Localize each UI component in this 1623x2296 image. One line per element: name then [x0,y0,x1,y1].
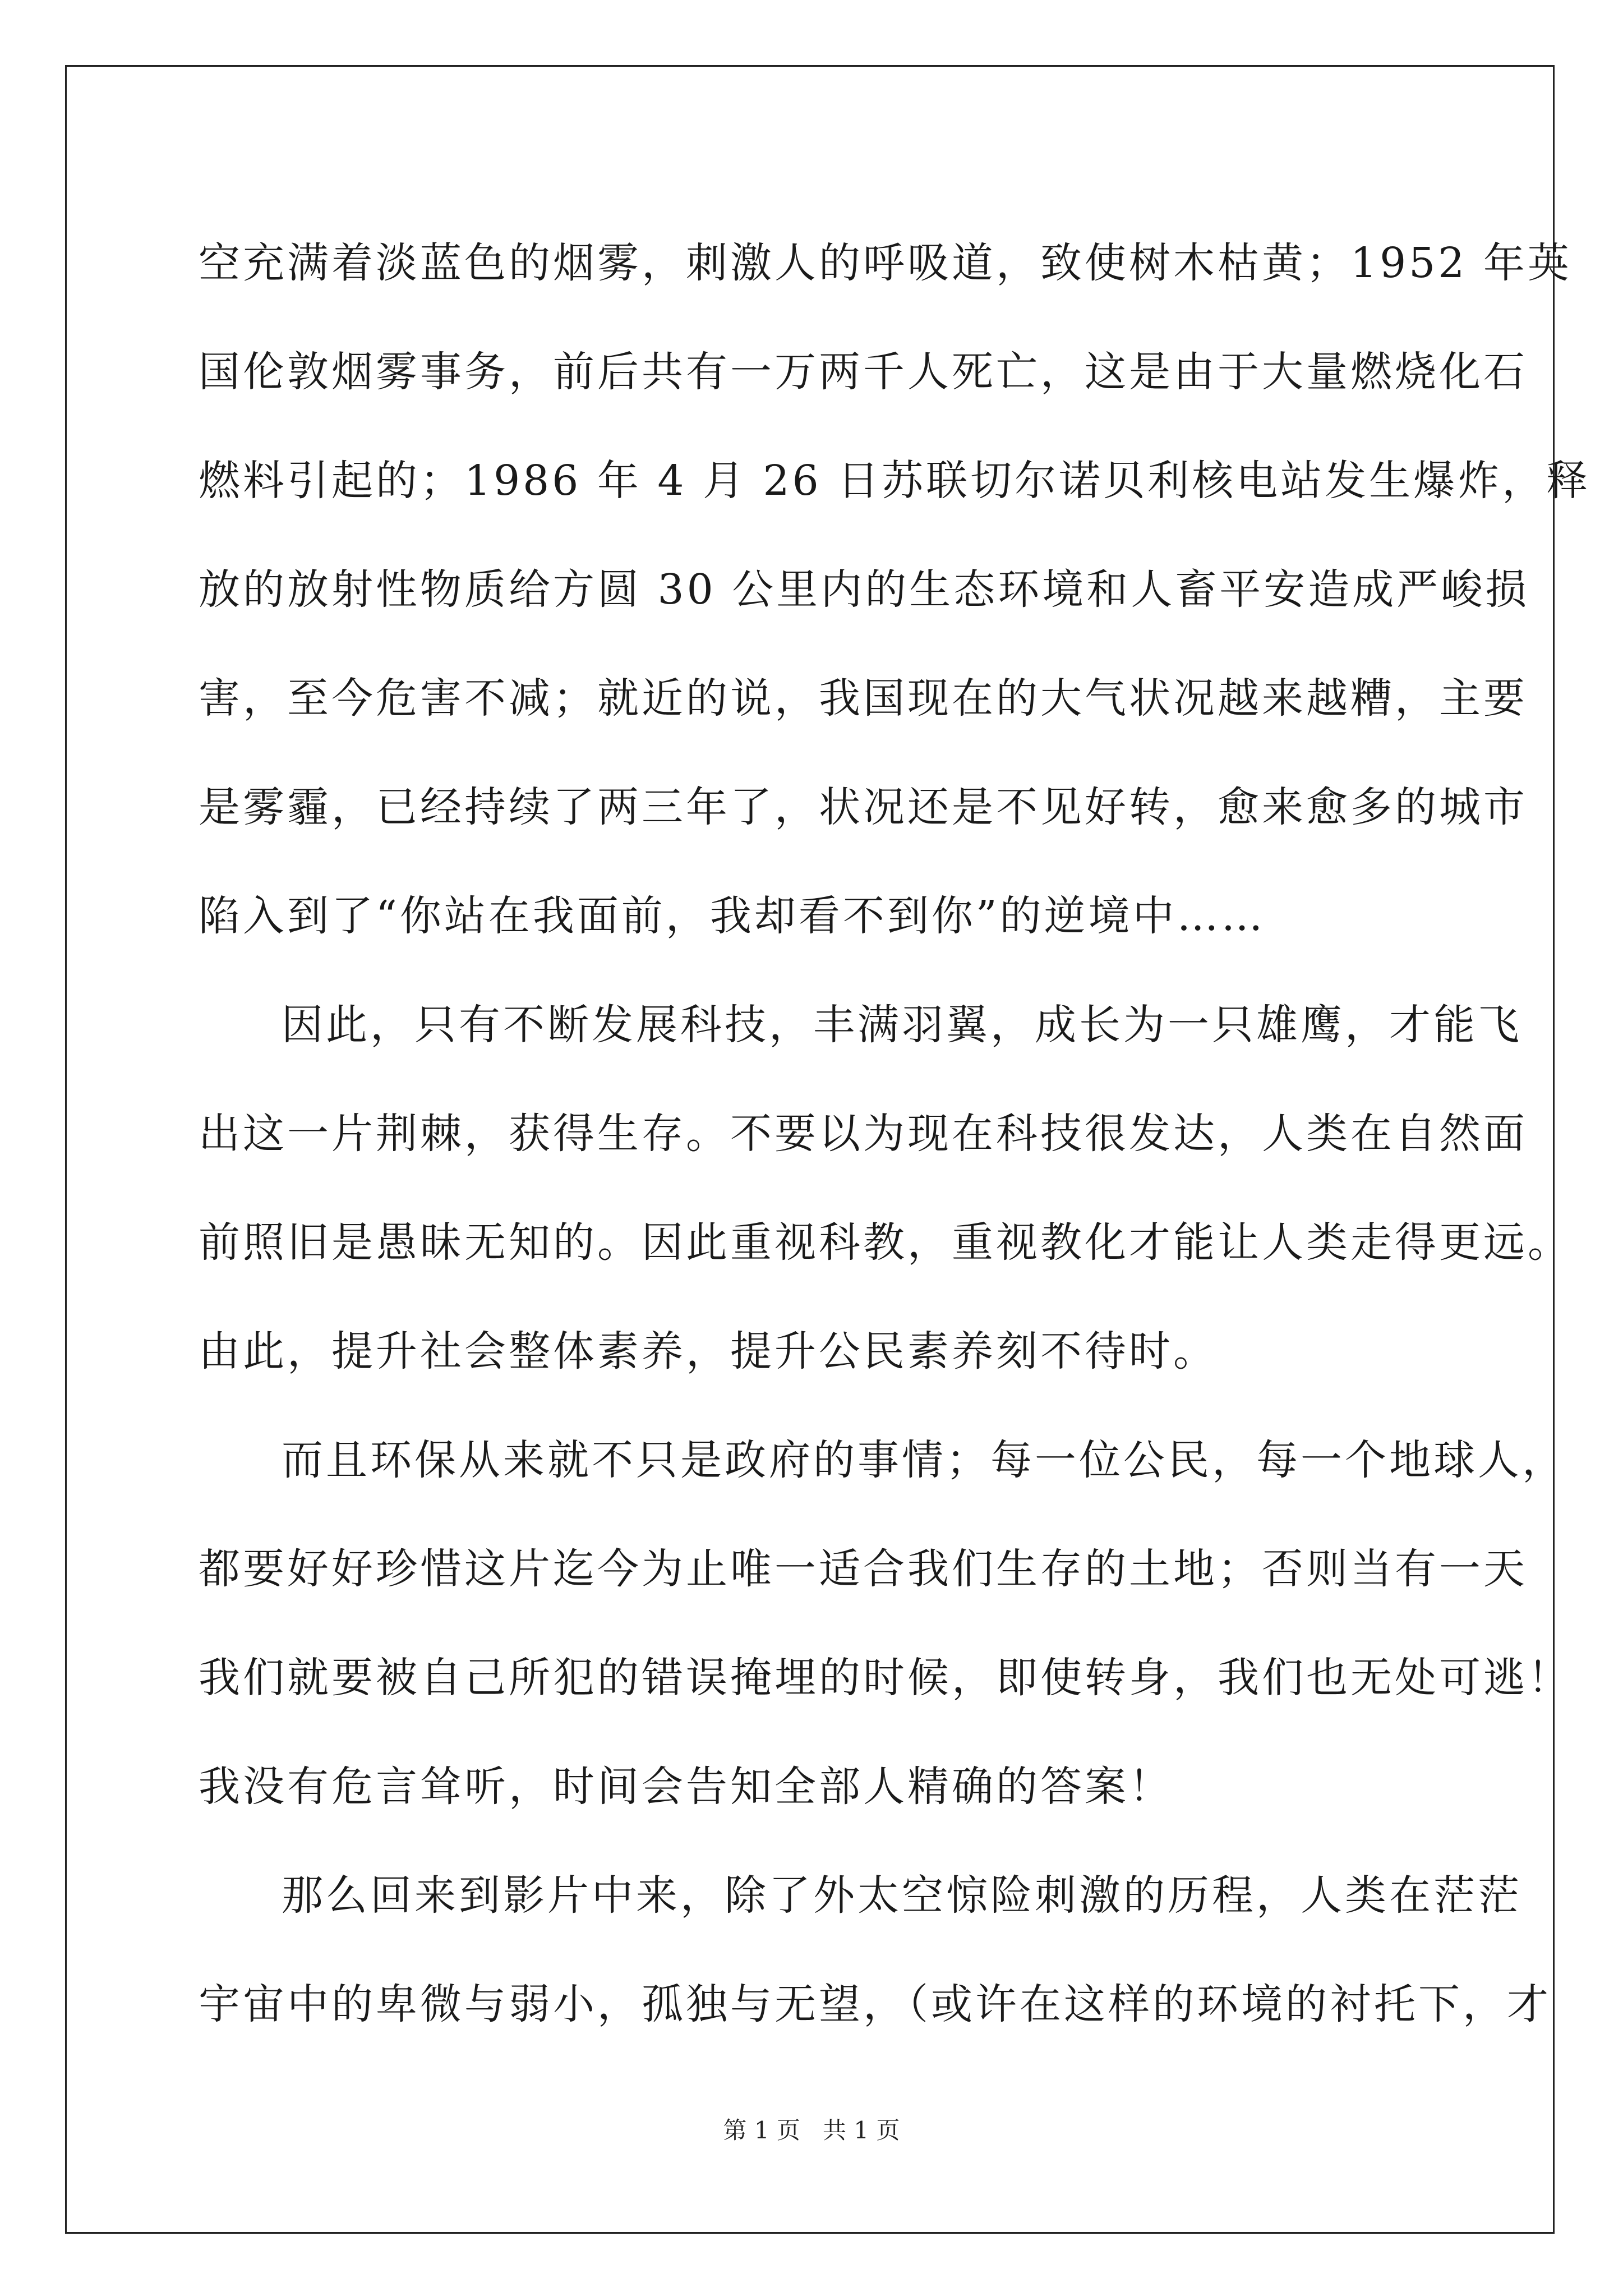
document-body [199,209,1591,2059]
page-footer: 第 1 页 共 1 页 [723,2116,900,2144]
paragraph-start-line: 那么回来到影片中来，除了外太空惊险刺激的历程，人类在茫茫 [282,1871,1522,1920]
text-line: 宇宙中的卑微与弱小，孤独与无望，（或许在这样的环境的衬托下，才 [199,1980,1551,2028]
paragraph-start-line: 因此，只有不断发展科技，丰满羽翼，成长为一只雄鹰，才能飞 [282,1001,1522,1049]
text-line: 空充满着淡蓝色的烟雾，刺激人的呼吸道，致使树木枯黄；1952 年英 [199,239,1572,287]
text-line: 出这一片荆棘，获得生存。不要以为现在科技很发达，人类在自然面 [199,1110,1528,1158]
text-line: 我们就要被自己所犯的错误掩埋的时候，即使转身，我们也无处可逃！ [199,1654,1572,1702]
text-line: 前照旧是愚昧无知的。因此重视科教，重视教化才能让人类走得更远。 [199,1218,1572,1267]
text-line: 都要好好珍惜这片迄今为止唯一适合我们生存的土地；否则当有一天 [199,1545,1528,1593]
text-line: 由此，提升社会整体素养，提升公民素养刻不待时。 [199,1327,1218,1375]
text-line: 国伦敦烟雾事务，前后共有一万两千人死亡，这是由于大量燃烧化石 [199,348,1528,396]
text-line: 害，至今危害不减；就近的说，我国现在的大气状况越来越糟，主要 [199,674,1528,723]
text-line: 放的放射性物质给方圆 30 公里内的生态环境和人畜平安造成严峻损 [199,565,1530,614]
text-line: 我没有危言耸听，时间会告知全部人精确的答案！ [199,1763,1173,1811]
text-line: 陷入到了“你站在我面前，我却看不到你”的逆境中…… [199,892,1266,940]
paragraph-start-line: 而且环保从来就不只是政府的事情；每一位公民，每一个地球人， [282,1436,1566,1484]
text-line: 是雾霾，已经持续了两三年了，状况还是不见好转，愈来愈多的城市 [199,783,1528,831]
text-line: 燃料引起的；1986 年 4 月 26 日苏联切尔诺贝利核电站发生爆炸，释 [199,457,1591,505]
